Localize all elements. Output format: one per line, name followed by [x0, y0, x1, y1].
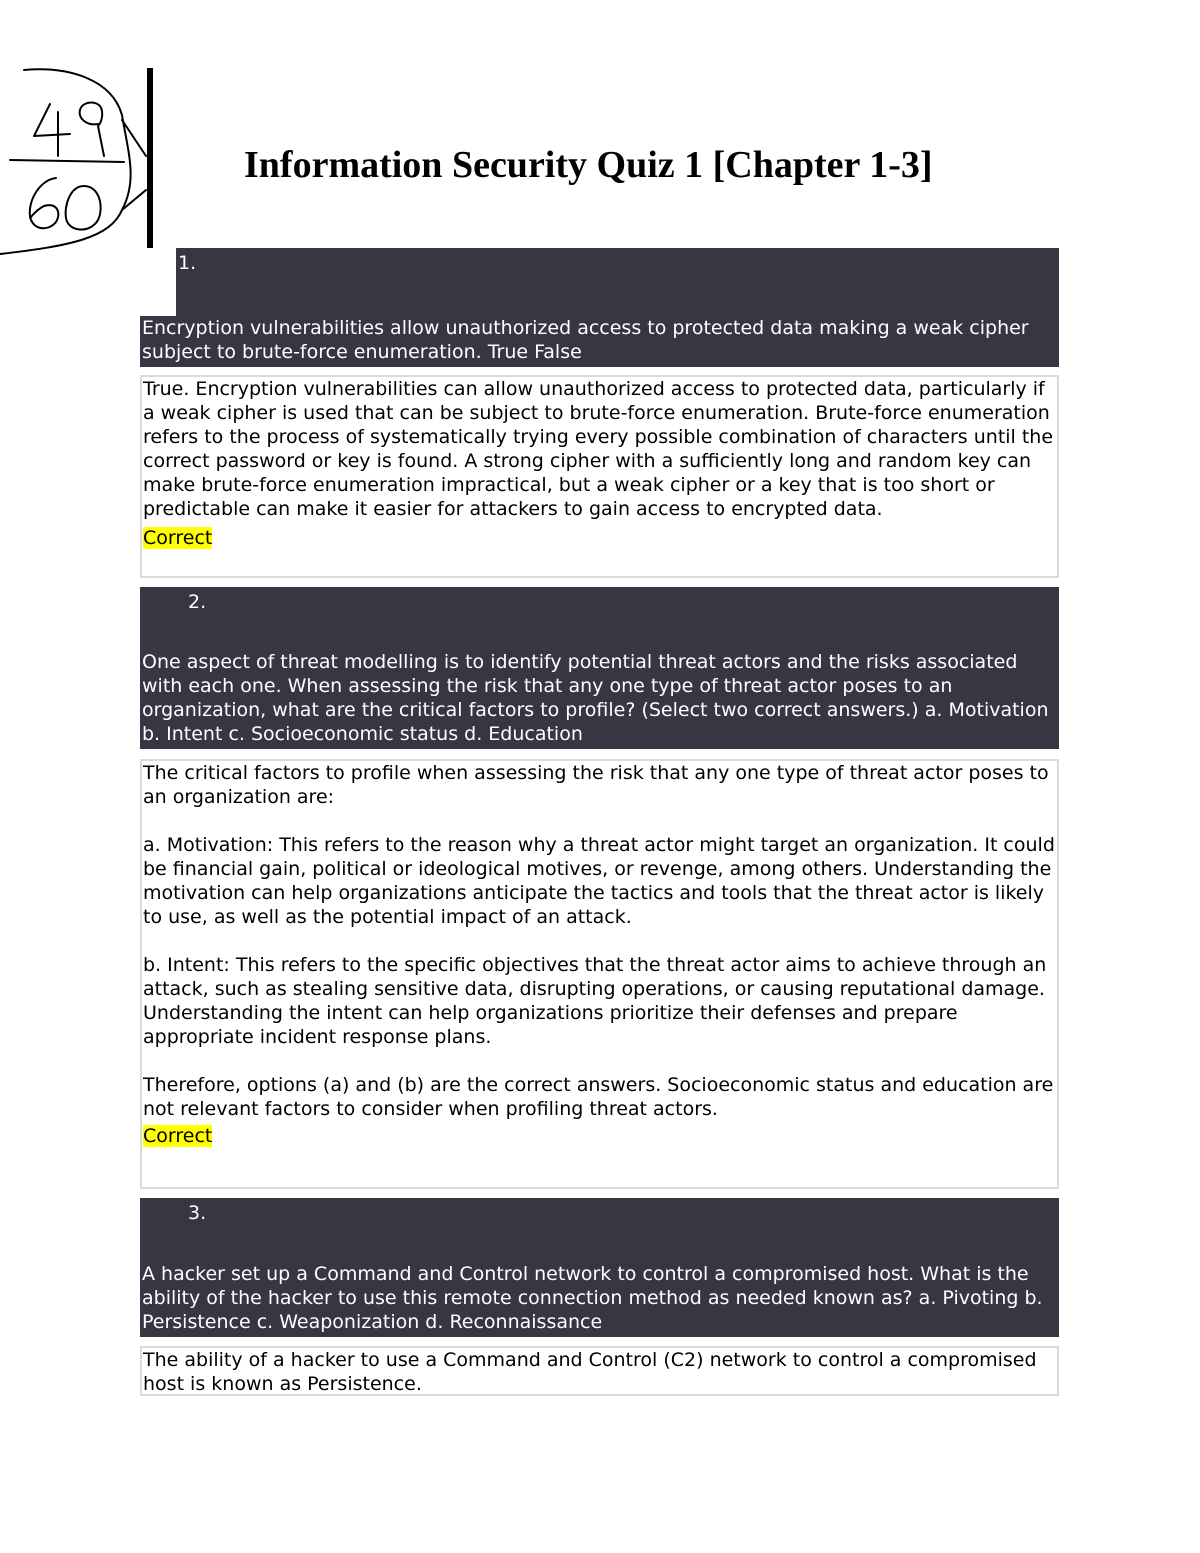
question-3-block — [140, 1198, 1059, 1337]
page-title: Information Security Quiz 1 [Chapter 1-3] — [244, 144, 933, 186]
question-1-block — [140, 248, 1059, 367]
answer-1-text: True. Encryption vulnerabilities can allow unauthorized access to protected data, particularly if a weak cipher is used that can be subject to brute-force enumeration. Brute-force enumeration refers to the process of systematically trying every possible combination of characters until the correct password or key is found. A strong cipher with a sufficiently long and random key can make brute-force enumeration impractical, but a weak cipher or a key that is too short or predictable can make it easier for attackers to gain access to encrypted data. — [143, 378, 1054, 520]
question-3-number: 3. — [188, 1202, 207, 1224]
question-1-number: 1. — [178, 252, 197, 274]
score-digit-0 — [66, 186, 101, 230]
answer-1-result-badge: Correct — [143, 527, 213, 549]
score-digit-4 — [34, 104, 70, 156]
question-2-number: 2. — [188, 591, 207, 613]
answer-1-block — [140, 375, 1059, 578]
question-2-block — [140, 587, 1059, 749]
question-3-text: A hacker set up a Command and Control network to control a compromised host. What is the ability of the hacker to use this remote connection method as needed known as? a. Pivoting b. Persistence c. Weaponization d. Reconnaissance — [142, 1263, 1043, 1333]
answer-2-block — [140, 759, 1059, 1189]
score-fraction-line — [10, 160, 124, 162]
score-digit-6 — [30, 178, 59, 228]
answer-3-block — [140, 1346, 1059, 1396]
score-vertical-bar — [147, 68, 153, 260]
question-1-text: Encryption vulnerabilities allow unauthorized access to protected data making a weak cipher subject to brute-force enumeration. True False — [142, 317, 1029, 363]
answer-3-text: The ability of a hacker to use a Command and Control (C2) network to control a compromised host is known as Persistence. — [143, 1349, 1037, 1395]
answer-2-result-badge: Correct — [143, 1125, 213, 1147]
answer-2-text: The critical factors to profile when assessing the risk that any one type of threat actor poses to an organization are: a. Motivation: This refers to the reason why a threat actor might target an organization. It could be financial gain, political or ideological motives, or revenge, among others. Understanding the motivation can help organizations anticipate the tactics and tools that the threat actor is likely to use, as well as the potential impact of an attack. b. Intent: This refers to the specific objectives that the threat actor aims to achieve through an attack, such as stealing sensitive data, disrupting operations, or causing reputational damage. Understanding the intent can help organizations prioritize their defenses and prepare appropriate incident response plans. Therefore, options (a) and (b) are the correct answers. Socioeconomic status and education are not relevant factors to consider when profiling threat actors. — [143, 762, 1055, 1120]
handwritten-score — [0, 60, 165, 270]
question-2-text: One aspect of threat modelling is to identify potential threat actors and the risks associated with each one. When assessing the risk that any one type of threat actor poses to an organization, what are the critical factors to profile? (Select two correct answers.) a. Motivation b. Intent c. Socioeconomic status d. Education — [142, 651, 1049, 745]
question-1-notch — [140, 248, 176, 316]
score-digit-9 — [80, 103, 104, 156]
